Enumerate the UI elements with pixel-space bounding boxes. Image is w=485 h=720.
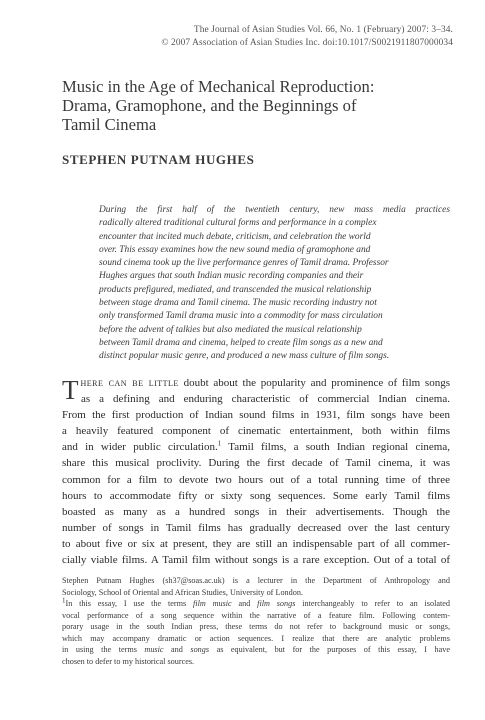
lead-in-smallcaps: here can be little (80, 377, 179, 389)
author-bio-line: Sociology, School of Oriental and African Studies, University of London. (62, 587, 303, 597)
footnote-text: as equivalent, but for the purposes of this essay, I have (209, 645, 450, 654)
article-title (62, 78, 402, 134)
journal-citation: The Journal of Asian Studies Vol. 66, No. 1 (February) 2007: 3–34. (193, 25, 453, 35)
body-line: common for a film to devote two hours out of a total running time of three (62, 473, 450, 486)
footnote-emphasis: songs (190, 645, 210, 654)
drop-cap: T (62, 375, 79, 405)
footnote-emphasis: film songs (257, 599, 296, 608)
abstract-line: During the first half of the twentieth century, new mass media practices (99, 205, 450, 215)
body-line-text: and in wider public circulation. (62, 441, 218, 454)
body-line (62, 439, 450, 455)
body-line: share this musical proclivity. During the first decade of Tamil cinema, it was (62, 457, 450, 470)
title-line: Music in the Age of Mechanical Reproduction: (62, 77, 375, 96)
author-bio-line: Stephen Putnam Hughes (sh37@soas.ac.uk) is a lecturer in the Department of Anthropology and (62, 576, 450, 585)
footnotes (62, 575, 450, 667)
footnote-text: and (163, 645, 191, 654)
footnote-ref[interactable]: 1 (217, 439, 222, 448)
footnote-1-line (62, 644, 450, 656)
abstract-line: products prefigured, mediated, and transcended the musical relationship (99, 284, 372, 295)
author-name: STEPHEN PUTNAM HUGHES (62, 152, 255, 167)
footnote-1-line: chosen to defer to my historical sources. (62, 656, 195, 666)
footnote-text: In this essay, I use the terms (65, 599, 194, 608)
body-line: hours to accommodate fifty or sixty song sequences. Some early Tamil films (62, 489, 450, 502)
abstract-line: only transformed Tamil drama music into a commodity for mass circulation (99, 311, 383, 322)
abstract-line: distinct popular music genre, and produced a new mass culture of film songs. (99, 351, 390, 362)
footnote-1-line: which may accompany dramatic or action sequences. I realize that there are analytic problems (62, 633, 450, 643)
footnote-1-line: vocal performance of a song sequence within the narrative of a feature film. Following contem- (62, 610, 450, 620)
title-line: Tamil Cinema (62, 114, 157, 134)
body-line: to about five or six at present, they are still an indispensable part of all commer- (62, 537, 450, 550)
abstract-line: over. This essay examines how the new sound media of gramophone and (99, 244, 371, 255)
body-line: a heavily featured component of cinematic entertainment, both within films (62, 425, 450, 438)
abstract-line: before the advent of talkies but also mediated the musical relationship (99, 324, 362, 335)
abstract-line: Hughes argues that south Indian music recording companies and their (99, 271, 364, 282)
body-line: boasted as many as a hundred songs in their advertisements. Though the (62, 505, 450, 518)
abstract-line: radically altered traditional cultural forms and performance in a complex (99, 218, 377, 229)
footnote-mark: 1 (62, 596, 66, 605)
footnote-1-line (62, 598, 450, 610)
abstract-line: encounter that incited much debate, criticism, and celebration the world (99, 231, 371, 242)
body-line-text: doubt about the popularity and prominence of film songs (178, 377, 450, 389)
body-line-text: Tamil films, a south Indian regional cinema, (221, 441, 450, 454)
body-line: as a defining and enduring characteristic of commercial Indian cinema. (81, 393, 450, 406)
abstract-line: between stage drama and Tamil cinema. The music recording industry not (99, 298, 377, 309)
footnote-text: interchangeably to refer to an isolated (295, 599, 450, 608)
body-line: number of songs in Tamil films has gradually decreased over the last century (62, 521, 450, 534)
footnote-1-line: porary usage in the south Indian press, these terms do not refer to background music or songs, (62, 622, 450, 631)
footnote-emphasis: film music (193, 599, 232, 608)
abstract (99, 204, 450, 364)
abstract-line: between Tamil drama and cinema, helped to create film songs as a new and (99, 337, 383, 348)
body-text (62, 375, 450, 568)
footnote-text: in using the terms (62, 645, 145, 654)
body-line: From the first production of Indian sound films in 1931, film songs have been (62, 409, 450, 422)
footnote-emphasis: music (144, 645, 164, 654)
title-line: Drama, Gramophone, and the Beginnings of (62, 95, 357, 115)
footnote-text: and (231, 599, 258, 608)
abstract-line: sound cinema took up the live performance genres of Tamil drama. Professor (99, 258, 389, 269)
body-line: cially viable films. A Tamil film without songs is a rare exception. Out of a total of (62, 554, 450, 567)
journal-copyright-doi: © 2007 Association of Asian Studies Inc. doi:10.1017/S0021911807000034 (161, 38, 453, 48)
